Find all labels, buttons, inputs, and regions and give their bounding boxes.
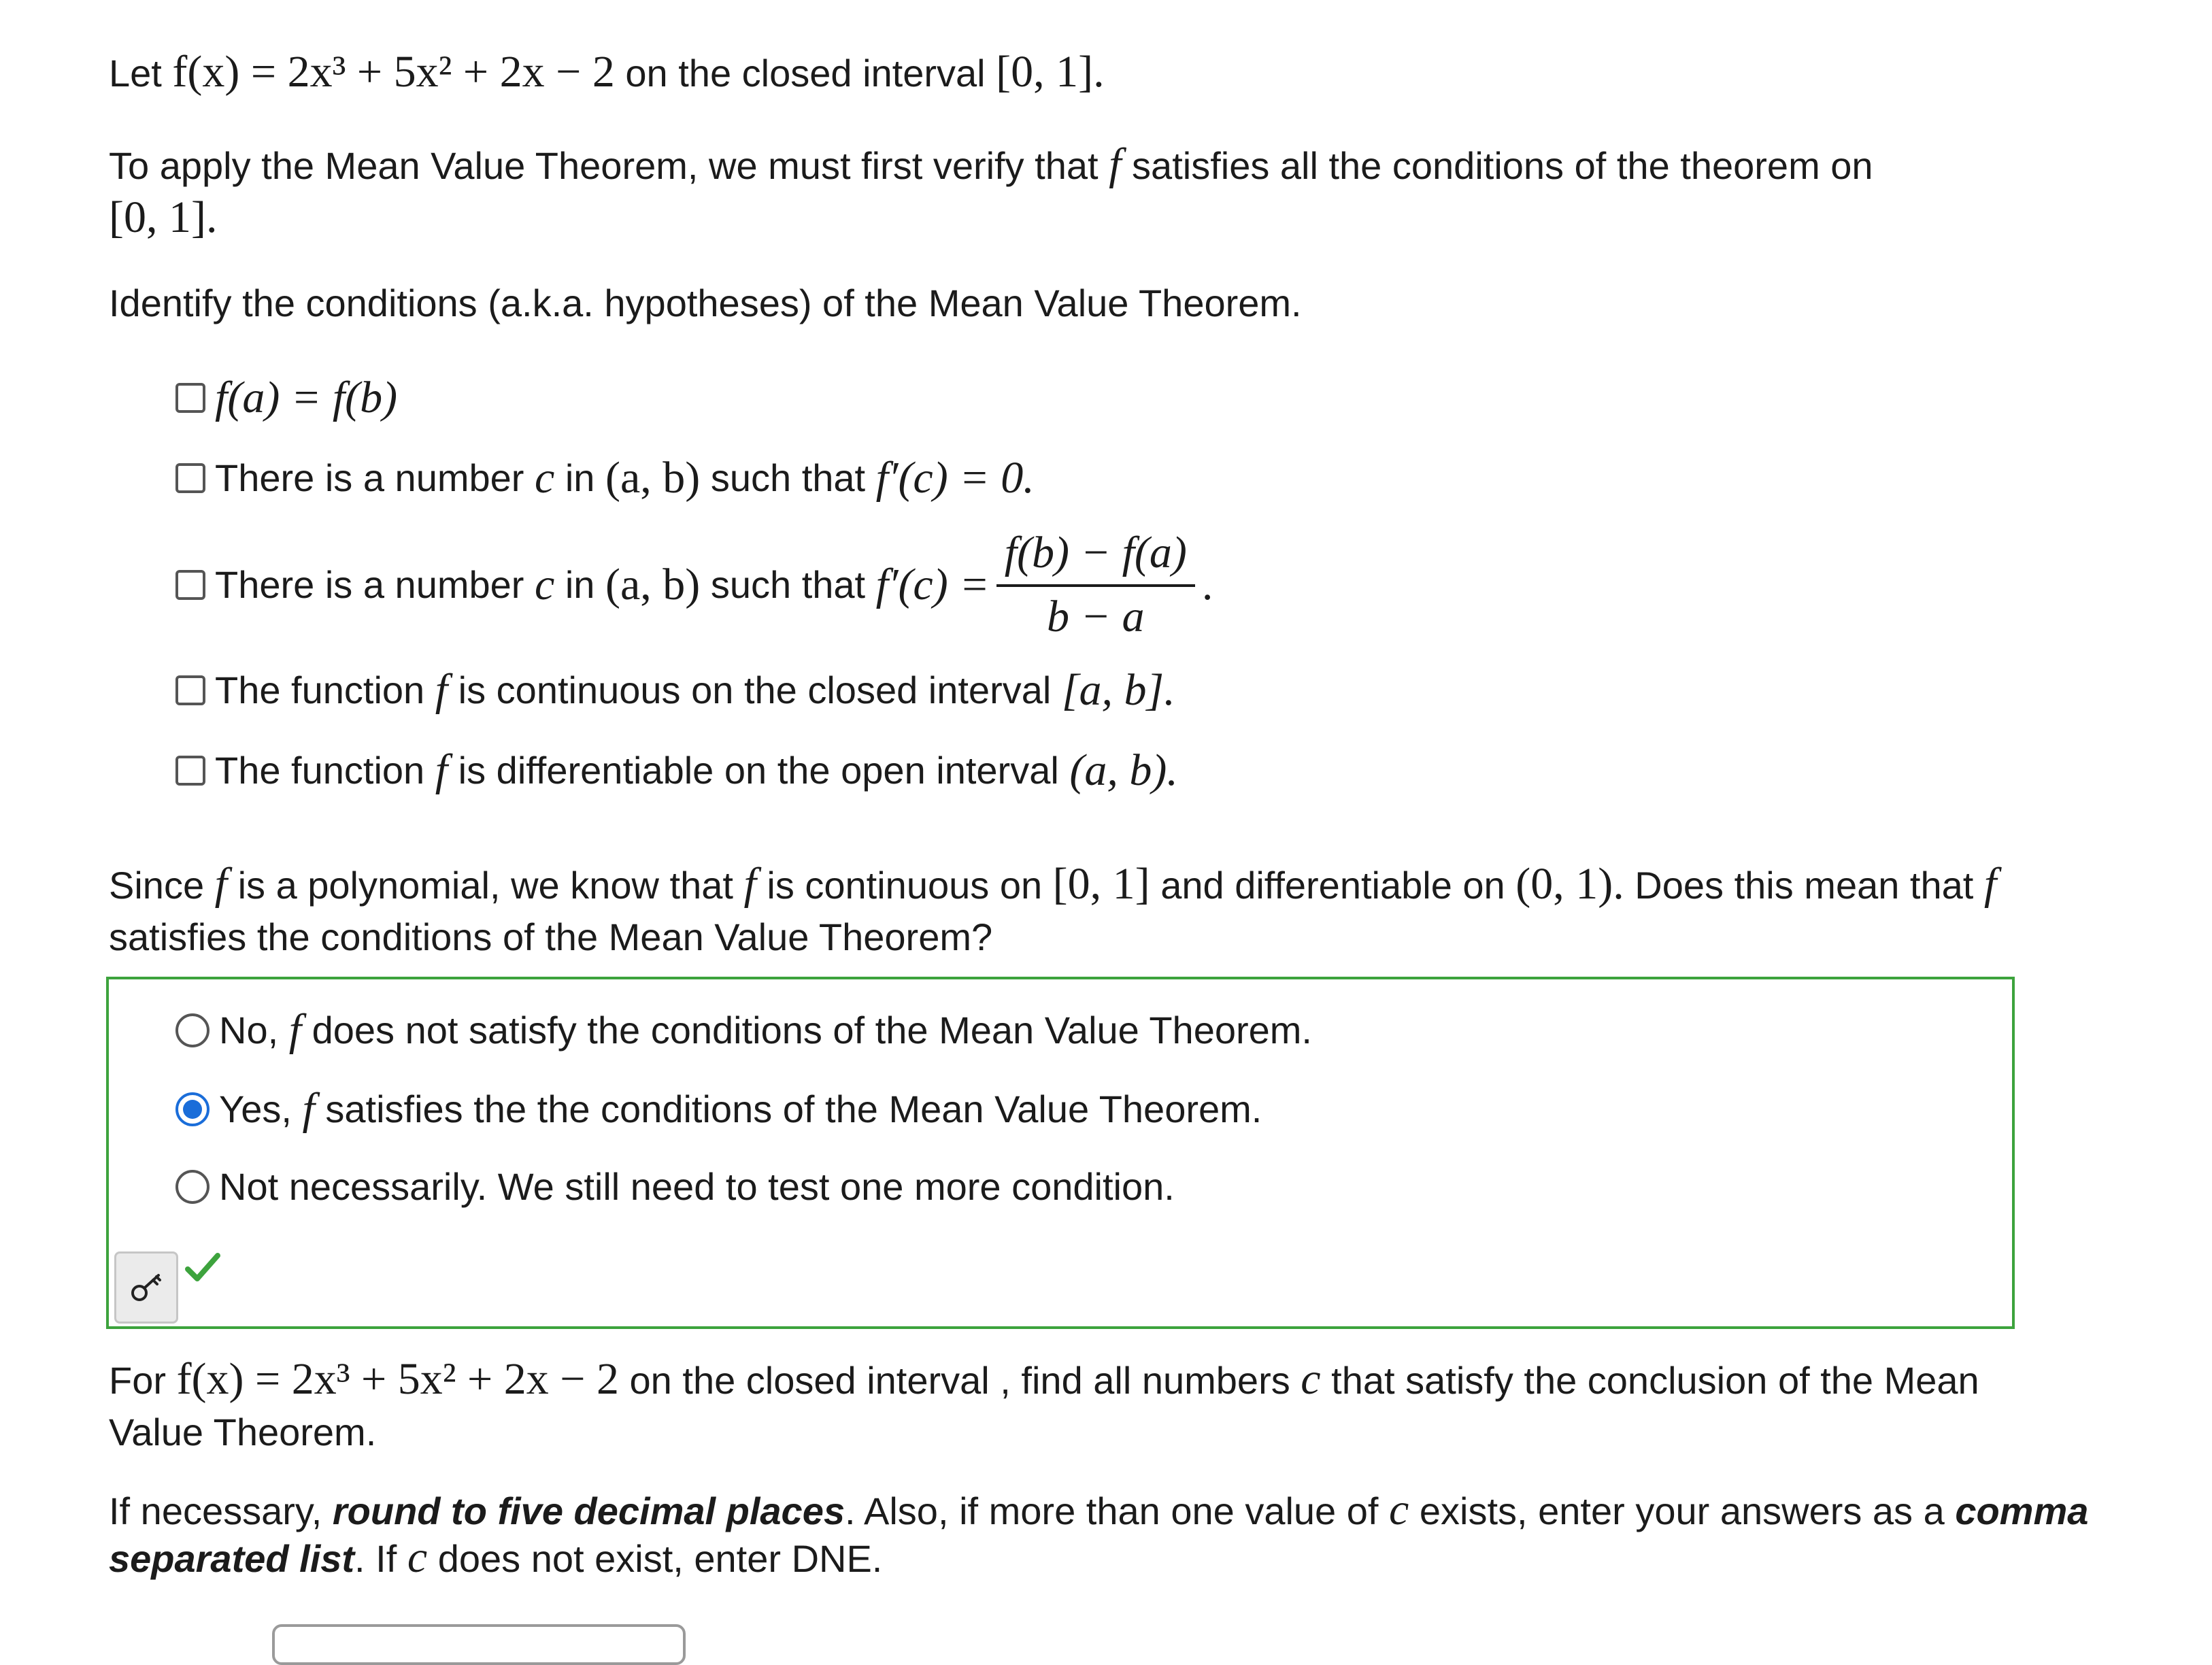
- find-text: on the closed interval , find all numbers: [629, 1359, 1290, 1402]
- radio-button-yes[interactable]: [175, 1092, 210, 1126]
- condition-checkbox-5[interactable]: [175, 756, 205, 786]
- function-definition: f(x) = 2x³ + 5x² + 2x − 2: [172, 47, 615, 97]
- answer-input[interactable]: [272, 1624, 686, 1665]
- condition-option-4[interactable]: [175, 660, 1175, 721]
- condition-option-1[interactable]: [175, 367, 397, 428]
- condition-checkbox-1[interactable]: [175, 383, 205, 413]
- apply-text-2: satisfies all the conditions of the theorem on: [1132, 144, 1873, 187]
- radio-yes-text: satisfies the the conditions of the Mean Value Theorem.: [325, 1088, 1262, 1130]
- in-label: in: [565, 563, 595, 606]
- round-instruction: round to five decimal places: [332, 1490, 845, 1532]
- key-icon: [127, 1268, 165, 1307]
- since-text-6: satisfies the conditions of the Mean Value Theorem?: [109, 915, 993, 958]
- condition-checkbox-3[interactable]: [175, 570, 205, 600]
- radio-option-no[interactable]: [175, 1000, 1312, 1061]
- checkmark-icon: [184, 1249, 222, 1287]
- f-symbol: f: [1109, 139, 1122, 189]
- apply-mvt-paragraph: [109, 139, 2081, 245]
- condition-option-5[interactable]: [175, 740, 1178, 801]
- since-text-4: and differentiable on: [1160, 864, 1505, 907]
- condition-option-2[interactable]: [175, 448, 1035, 509]
- condition-option-3[interactable]: [175, 528, 1213, 641]
- differentiable-text: is differentiable on the open interval: [458, 749, 1059, 792]
- f-symbol: f: [214, 859, 227, 909]
- derivative-zero-math: f′(c) = 0.: [875, 453, 1035, 503]
- comma-list-instruction: comma separated list: [109, 1490, 2089, 1580]
- radio-button-not-necessarily[interactable]: [175, 1170, 210, 1204]
- f-symbol: f: [302, 1084, 315, 1134]
- instructions-paragraph: [109, 1487, 2095, 1582]
- on-interval-label: on the closed interval: [625, 52, 986, 95]
- f-symbol: f: [1983, 859, 1997, 909]
- radio-option-not-necessarily[interactable]: [175, 1156, 1175, 1217]
- open-interval-ab: (a, b): [605, 453, 701, 503]
- derivative-lhs: f′(c) =: [875, 560, 990, 609]
- let-label: Let: [109, 52, 162, 95]
- open-interval-01: (0, 1).: [1515, 859, 1624, 909]
- condition-checkbox-2[interactable]: [175, 463, 205, 493]
- answer-key-button[interactable]: [114, 1251, 178, 1324]
- fraction-numerator: f(b) − f(a): [996, 524, 1195, 587]
- c-symbol: c: [1301, 1354, 1321, 1404]
- instructions-text-5: does not exist, enter DNE.: [437, 1537, 883, 1580]
- open-interval-ab: (a, b).: [1069, 745, 1178, 795]
- open-interval-ab: (a, b): [605, 560, 701, 609]
- instructions-text-4: . If: [354, 1537, 397, 1580]
- f-symbol: f: [435, 665, 448, 715]
- c-symbol: c: [1389, 1485, 1409, 1534]
- radio-no-text: does not satisfy the conditions of the Mean Value Theorem.: [312, 1009, 1312, 1052]
- f-symbol: f: [743, 859, 756, 909]
- instructions-text-1: If necessary,: [109, 1490, 322, 1532]
- radio-no-label: No,: [219, 1009, 279, 1052]
- continuous-text: is continuous on the closed interval: [458, 669, 1052, 711]
- mvt-fraction: [996, 524, 1195, 645]
- problem-statement: [109, 46, 2013, 99]
- apply-text: To apply the Mean Value Theorem, we must first verify that: [109, 144, 1099, 187]
- c-symbol: c: [535, 560, 555, 609]
- closed-interval-ab: [a, b].: [1061, 665, 1175, 715]
- f-symbol: f: [288, 1005, 302, 1055]
- f-symbol: f: [435, 745, 448, 795]
- condition-5-text: The function: [215, 749, 425, 792]
- condition-checkbox-4[interactable]: [175, 675, 205, 705]
- radio-not-necessarily-text: Not necessarily. We still need to test one more condition.: [219, 1165, 1175, 1208]
- in-label: in: [565, 456, 595, 499]
- condition-3-text: There is a number: [215, 563, 524, 606]
- function-definition-2: f(x) = 2x³ + 5x² + 2x − 2: [176, 1354, 619, 1404]
- since-text-5: Does this mean that: [1635, 864, 1974, 907]
- since-text-3: is continuous on: [767, 864, 1043, 907]
- instructions-text-3: exists, enter your answers as a: [1419, 1490, 1945, 1532]
- apply-interval: [0, 1].: [109, 192, 218, 242]
- such-that-label: such that: [710, 456, 866, 499]
- condition-1-math: f(a) = f(b): [215, 373, 398, 422]
- find-paragraph: [109, 1353, 2081, 1458]
- such-that-label: such that: [710, 563, 866, 606]
- since-text-1: Since: [109, 864, 205, 907]
- interval-value: [0, 1].: [996, 47, 1105, 97]
- radio-yes-label: Yes,: [219, 1088, 292, 1130]
- c-symbol: c: [407, 1532, 428, 1582]
- period: .: [1201, 560, 1213, 609]
- closed-interval-01: [0, 1]: [1052, 859, 1150, 909]
- since-text-2: is a polynomial, we know that: [237, 864, 733, 907]
- find-text-2: that satisfy the conclusion of the Mean Value Theorem.: [109, 1359, 1979, 1453]
- identify-prompt: Identify the conditions (a.k.a. hypotheses) of the Mean Value Theorem.: [109, 282, 1302, 324]
- fraction-denominator: b − a: [1047, 592, 1145, 641]
- instructions-text-2: . Also, if more than one value of: [844, 1490, 1379, 1532]
- condition-2-text: There is a number: [215, 456, 524, 499]
- condition-4-text: The function: [215, 669, 425, 711]
- since-paragraph: [109, 858, 2095, 963]
- radio-button-no[interactable]: [175, 1013, 210, 1047]
- radio-option-yes[interactable]: [175, 1079, 1262, 1140]
- c-symbol: c: [535, 453, 555, 503]
- for-label: For: [109, 1359, 166, 1402]
